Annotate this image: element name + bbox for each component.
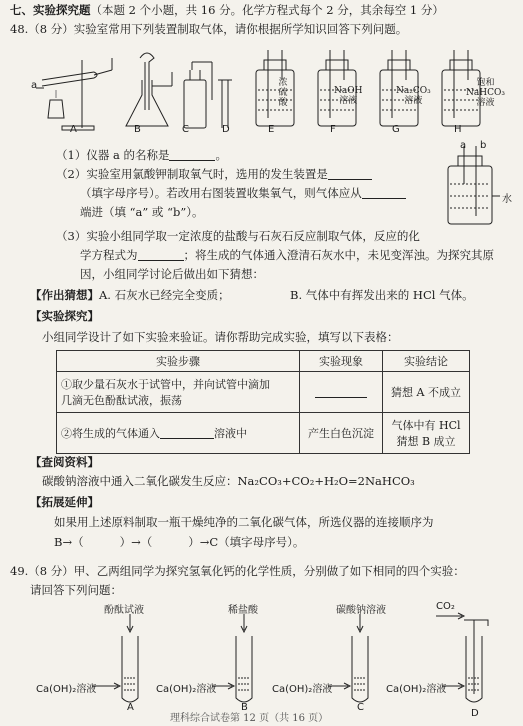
apparatus-label-h: H [454, 124, 462, 135]
q48-part3b1-text: 学方程式为 [80, 248, 138, 262]
row2-conclusion-line1: 气体中有 HCl [391, 419, 461, 432]
liquid-g-label: Na₂CO₃ 溶液 [396, 86, 431, 106]
row1-phenomenon [300, 372, 383, 413]
extension-seq-mid: ）→（ [119, 535, 153, 549]
reference-heading: 【查阅资料】 [30, 455, 99, 469]
answer-blank-3[interactable] [362, 188, 406, 199]
tube-label-c: C [357, 702, 364, 713]
header-conclusion: 实验结论 [383, 351, 470, 372]
bottle-c [184, 80, 206, 128]
tube-b [236, 636, 252, 702]
guess-row [30, 288, 230, 303]
port-a-label: a [460, 140, 467, 151]
q48-part3b2-text: ；将生成的气体通入澄清石灰水中，未见变浑浊。为探究其原 [183, 248, 494, 262]
reagent-c-label: 碳酸钠溶液 [336, 605, 386, 616]
table-row [57, 413, 470, 454]
instrument-a-label: a [31, 80, 38, 91]
q48-part2b-text: （填字母序号）。若改用右图装置收集氧气，则气体应从 [80, 186, 362, 200]
liquid-h-label: 饱和 NaHCO₃ 溶液 [466, 78, 505, 108]
explore-heading: 【实验探究】 [30, 309, 99, 323]
header-step: 实验步骤 [57, 351, 300, 372]
water-bottle-figure [440, 140, 510, 230]
page-footer: 理科综合试卷第 12 页（共 16 页） [170, 713, 329, 724]
apparatus-label-g: G [392, 124, 400, 135]
reagent-b-label: 稀盐酸 [228, 605, 258, 616]
row1-step-line1: ①取少量石灰水于试管中，并向试管中滴加 [61, 378, 270, 391]
solution-b-label: Ca(OH)₂溶液 [156, 684, 217, 695]
explore-text: 小组同学设计了如下实验来验证。请你帮助完成实验，填写以下表格： [42, 330, 399, 344]
tube-a [122, 636, 138, 702]
guess-heading: 【作出猜想】 [30, 288, 99, 302]
solution-d-label: Ca(OH)₂溶液 [386, 684, 447, 695]
experiment-table [56, 350, 470, 454]
liquid-e-label: 浓 硫 酸 [278, 78, 288, 108]
liquid-f-label: NaOH 溶液 [334, 86, 363, 106]
section-note: （本题 2 个小题，共 16 分。化学方程式每个 2 分，其余每空 1 分） [90, 3, 444, 17]
section-title-label: 七、实验探究题 [10, 3, 91, 17]
extension-heading: 【拓展延伸】 [30, 495, 99, 509]
extension-seq-start: B→（ [54, 535, 84, 549]
answer-blank-5[interactable] [315, 387, 367, 398]
q48-part1-text: （1）仪器 a 的名称是 [56, 148, 170, 162]
extension-sequence [54, 535, 304, 550]
apparatus-label-a: A [70, 124, 77, 135]
stand-base [62, 126, 94, 130]
guess-b: B. 气体中有挥发出来的 HCl 气体。 [290, 288, 474, 302]
q48-header: 48.（8 分）实验室常用下列装置制取气体，请你根据所学知识回答下列问题。 [10, 22, 408, 36]
row2-phenomenon: 产生白色沉淀 [300, 413, 383, 454]
q49-subtitle: 请回答下列问题： [30, 583, 122, 597]
q48-part3a-text: （3）实验小组同学取一定浓度的盐酸与石灰石反应制取气体，反应的化 [56, 229, 420, 243]
conical-flask-b [126, 80, 168, 126]
row2-conclusion-line2: 猜想 B 成立 [396, 435, 456, 448]
apparatus-label-f: F [330, 124, 336, 135]
row2-conclusion [383, 413, 470, 454]
header-phenomenon: 实验现象 [300, 351, 383, 372]
tube-label-d: D [471, 708, 479, 719]
tube-c [352, 636, 368, 702]
q48-part3c-text: 因，小组同学讨论后做出如下猜想： [80, 267, 264, 281]
table-row [57, 372, 470, 413]
q48-part2-line1 [56, 167, 372, 182]
reference-text: 碳酸钠溶液中通入二氧化碳发生反应：Na₂CO₃+CO₂+H₂O=2NaHCO₃ [42, 474, 415, 488]
apparatus-label-b: B [134, 124, 141, 135]
extension-text: 如果用上述原料制取一瓶干燥纯净的二氧化碳气体，所选仪器的连接顺序为 [54, 515, 434, 529]
alcohol-lamp [48, 100, 64, 118]
reagent-a-label: 酚酞试液 [104, 605, 144, 616]
apparatus-label-e: E [268, 124, 275, 135]
port-b-label: b [480, 140, 487, 151]
answer-blank-2[interactable] [328, 169, 372, 180]
q48-part1 [56, 148, 227, 163]
answer-blank-6[interactable] [160, 428, 214, 439]
q48-part3-line2 [80, 248, 494, 263]
row1-conclusion: 猜想 A 不成立 [383, 372, 470, 413]
q48-part1-end: 。 [215, 148, 227, 162]
solution-a-label: Ca(OH)₂溶液 [36, 684, 97, 695]
tube-label-a: A [127, 702, 134, 713]
row2-step-b: 溶液中 [214, 427, 247, 440]
tube-d [222, 80, 228, 128]
table-header-row [57, 351, 470, 372]
extension-seq-end: ）→C（填字母序号）。 [188, 535, 305, 549]
guess-a: A. 石灰水已经完全变质； [99, 288, 230, 302]
q48-part2-line2 [80, 186, 406, 201]
q49-header: 49.（8 分）甲、乙两组同学为探究氢氧化钙的化学性质，分别做了如下相同的四个实验： [10, 564, 465, 578]
apparatus-label-d: D [222, 124, 230, 135]
row1-step-line2: 几滴无色酚酞试液，振荡 [61, 394, 182, 407]
q48-part2a-text: （2）实验室用氯酸钾制取氧气时，选用的发生装置是 [56, 167, 328, 181]
row2-step [57, 413, 300, 454]
reagent-d-label: CO₂ [436, 601, 455, 612]
row2-step-a: ②将生成的气体通入 [61, 427, 160, 440]
answer-blank-4[interactable] [138, 250, 184, 261]
apparatus-label-c: C [182, 124, 189, 135]
q48-part2c-text: 端进（填 “a” 或 “b”）。 [80, 205, 204, 219]
tube-label-b: B [241, 702, 248, 713]
answer-blank-1[interactable] [169, 150, 215, 161]
water-label: 水 [502, 194, 512, 205]
row1-step [57, 372, 300, 413]
section-title [10, 3, 444, 18]
solution-c-label: Ca(OH)₂溶液 [272, 684, 333, 695]
